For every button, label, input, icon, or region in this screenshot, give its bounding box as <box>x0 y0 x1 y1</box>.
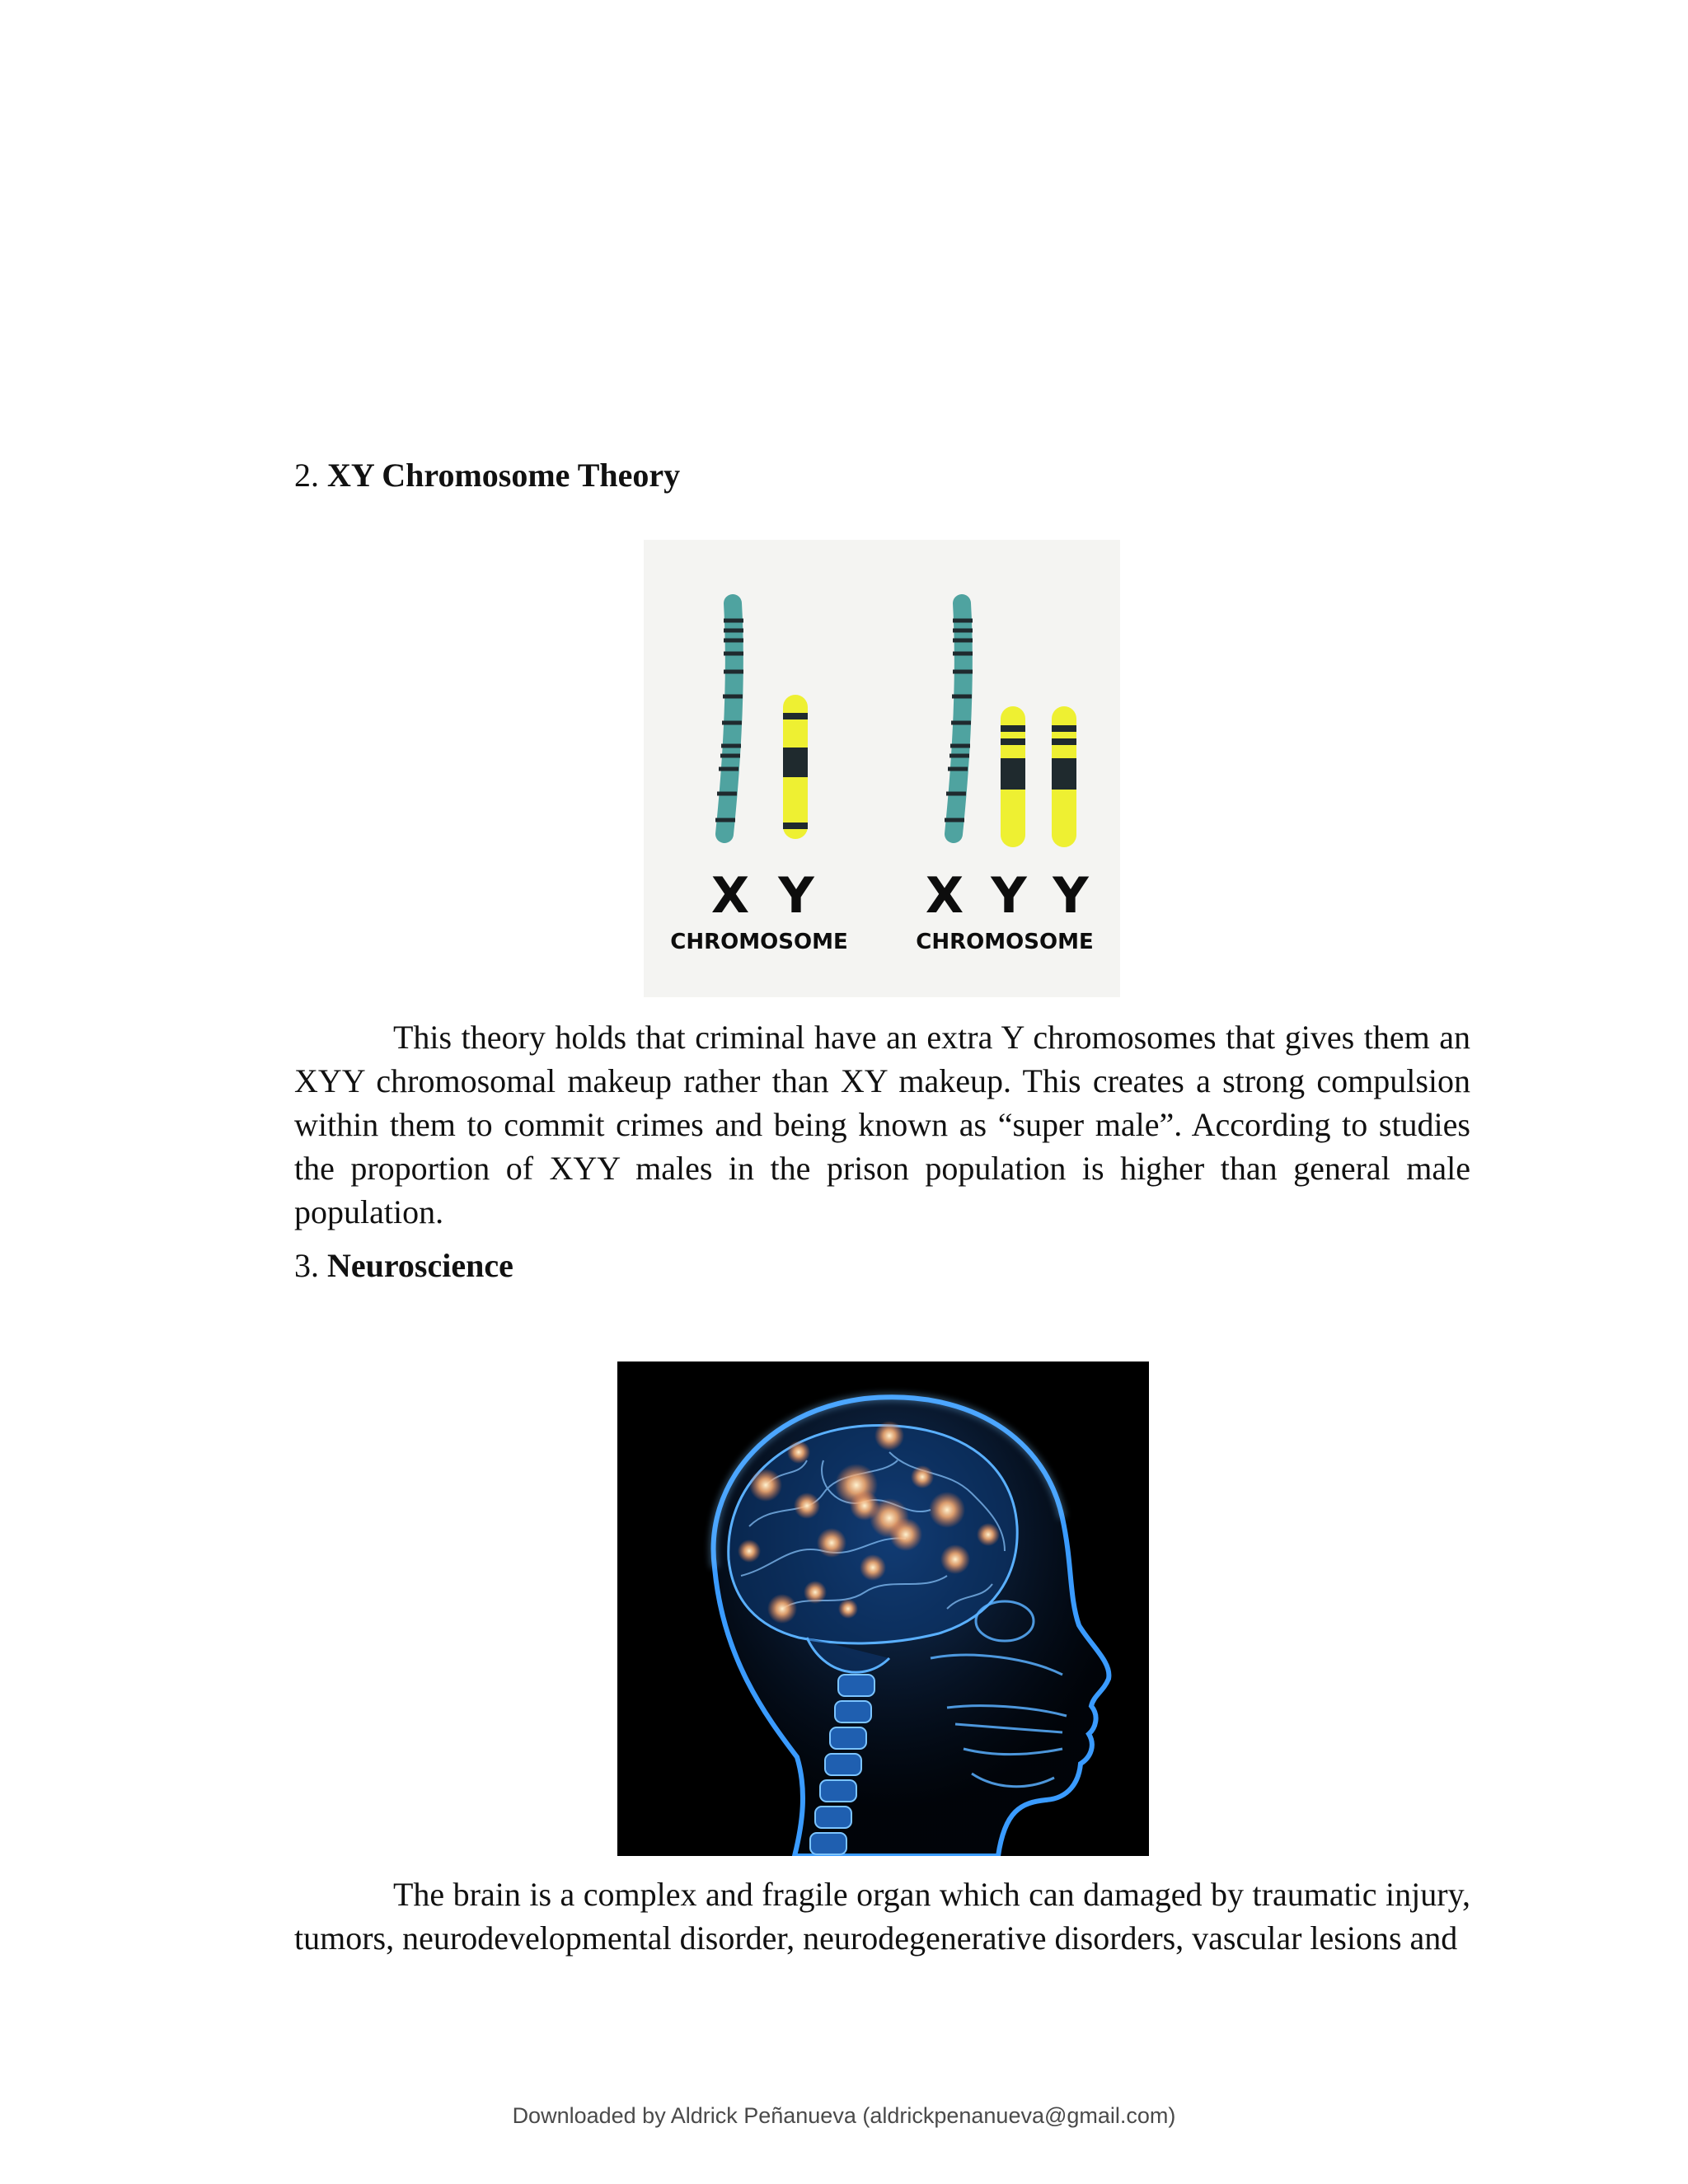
neuroscience-paragraph: The brain is a complex and fragile organ which can damaged by traumatic injury, tumors, neurodevelopmental disorder, neurodegenerative disorders, vascular lesions and <box>294 1876 1470 1957</box>
chromosome-figure-background <box>644 540 1120 997</box>
right-letter-y2: Y <box>1053 867 1089 925</box>
right-letter-y1: Y <box>991 867 1027 925</box>
section-number: 2. <box>294 457 319 494</box>
section-title: XY Chromosome Theory <box>327 457 681 494</box>
section-heading-xy <box>294 456 680 495</box>
left-letter-y: Y <box>778 867 814 925</box>
right-caption: CHROMOSOME <box>916 930 1094 954</box>
download-footer: Downloaded by Aldrick Peñanueva (aldrickpenanueva@gmail.com) <box>512 2103 1176 2128</box>
y-chromosome-left <box>783 707 808 829</box>
left-caption: CHROMOSOME <box>670 930 848 954</box>
section-number: 3. <box>294 1247 319 1284</box>
y-chromosome-right-2 <box>1052 719 1076 835</box>
brain-figure <box>617 1361 1149 1856</box>
section-heading-neuroscience <box>294 1246 513 1286</box>
section-title: Neuroscience <box>327 1247 513 1284</box>
xy-theory-paragraph: This theory holds that criminal have an extra Y chromosomes that gives them an XYY chromosomal makeup rather than XY makeup. This creates a strong compulsion within them to commit crimes and being known as “super male”. According to studies the proportion of XYY males in the prison population is higher than general male population. <box>294 1019 1470 1230</box>
right-letter-x: X <box>925 867 964 925</box>
left-letter-x: X <box>710 867 750 925</box>
y-chromosome-right-1 <box>1001 719 1025 835</box>
chromosome-figure <box>644 540 1120 997</box>
